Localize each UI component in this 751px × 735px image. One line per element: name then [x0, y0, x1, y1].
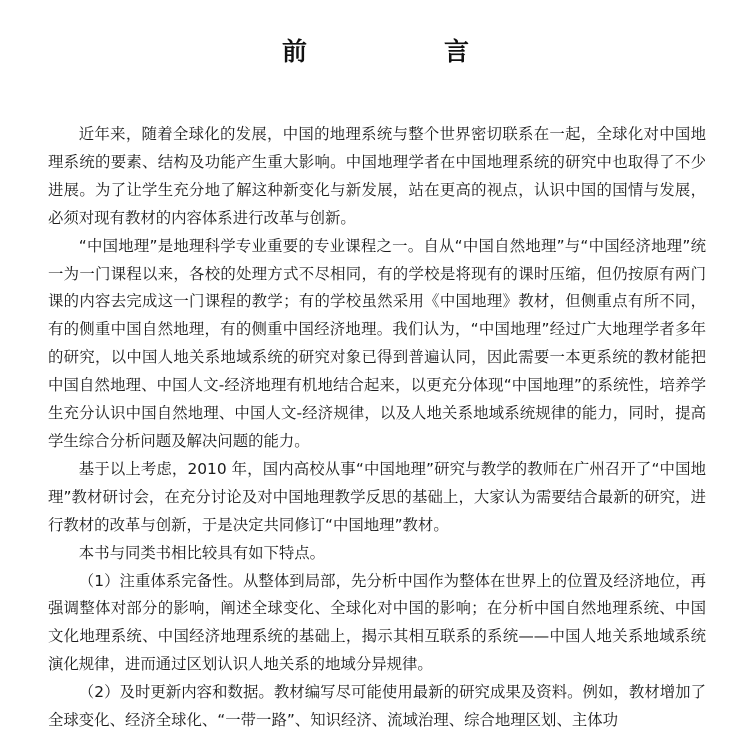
paragraph-1: 近年来，随着全球化的发展，中国的地理系统与整个世界密切联系在一起，全球化对中国地理系统的要素、结构及功能产生重大影响。中国地理学者在中国地理系统的研究中也取得了不少进展。为了让学生充分地了解这种新变化与新发展，站在更高的视点，认识中国的国情与发展，必须对现有教材的内容体系进行改革与创新。 — [48, 125, 706, 227]
paragraph-6: （2）及时更新内容和数据。教材编写尽可能使用最新的研究成果及资料。例如，教材增加了全球变化、经济全球化、“一带一路”、知识经济、流域治理、综合地理区划、主体功 — [48, 683, 706, 730]
paragraph-2: “中国地理”是地理科学专业重要的专业课程之一。自从“中国自然地理”与“中国经济地理”统一为一门课程以来，各校的处理方式不尽相同，有的学校是将现有的课时压缩，但仍按原有两门课的内容去完成这一门课程的教学；有的学校虽然采用《中国地理》教材，但侧重点有所不同，有的侧重中国自然地理，有的侧重中国经济地理。我们认为，“中国地理”经过广大地理学者多年的研究，以中国人地关系地域系统的研究对象已得到普遍认同，因此需要一本更系统的教材能把中国自然地理、中国人文-经济地理有机地结合起来，以更充分体现“中国地理”的系统性，培养学生充分认识中国自然地理、中国人文-经济规律，以及人地关系地域系统规律的能力，同时，提高学生综合分析问题及解决问题的能力。 — [48, 236, 706, 450]
paragraph-4: 本书与同类书相比较具有如下特点。 — [78, 543, 326, 562]
page-title: 前 言 — [281, 37, 525, 66]
paragraph-5: （1）注重体系完备性。从整体到局部，先分析中国作为整体在世界上的位置及经济地位，再强调整体对部分的影响，阐述全球变化、全球化对中国的影响；在分析中国自然地理系统、中国文化地理系统、中国经济地理系统的基础上，揭示其相互联系的系统——中国人地关系地域系统演化规律，进而通过区划认识人地关系的地域分异规律。 — [48, 571, 706, 674]
body-text — [48, 121, 706, 735]
paragraph-3: 基于以上考虑，2010 年，国内高校从事“中国地理”研究与教学的教师在广州召开了“中国地理”教材研讨会，在充分讨论及对中国地理教学反思的基础上，大家认为需要结合最新的研究，进行教材的改革与创新，于是决定共同修订“中国地理”教材。 — [48, 459, 706, 534]
